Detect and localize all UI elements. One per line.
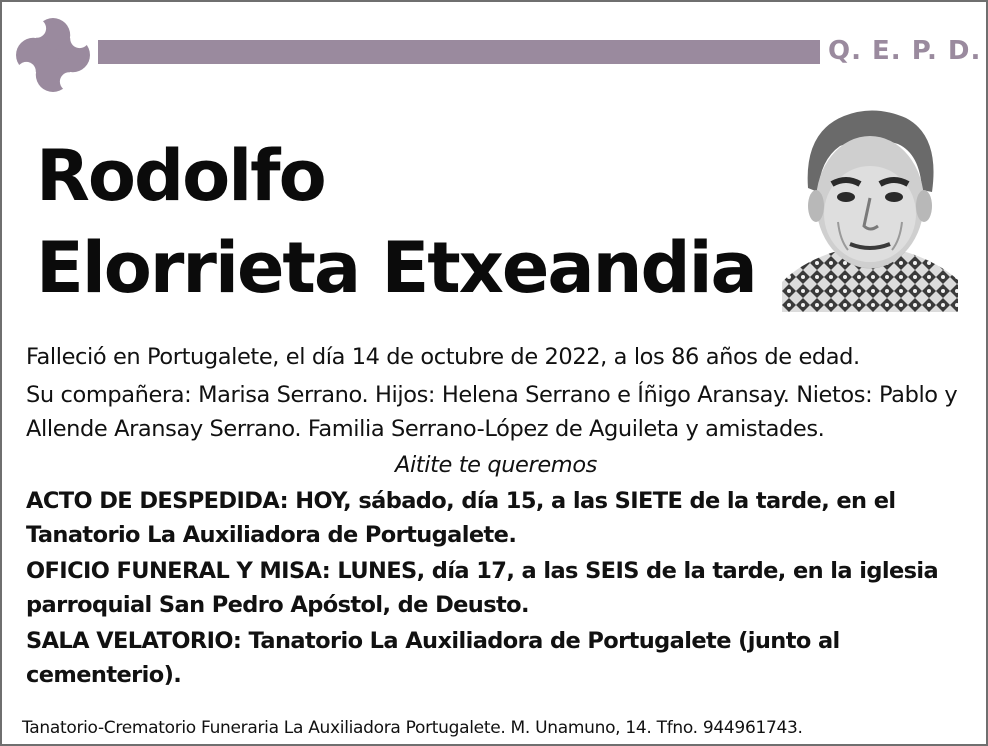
motto: Aitite te queremos — [394, 452, 598, 478]
farewell-act: ACTO DE DESPEDIDA: HOY, sábado, día 15, a las SIETE de la tarde, en el Tanatorio La Auxiliadora de Portugalete. — [26, 488, 896, 548]
header-bar — [98, 40, 820, 64]
notice-body — [26, 340, 966, 692]
surnames: Elorrieta Etxeandia — [36, 227, 756, 309]
portrait-photo — [782, 102, 958, 312]
qepd-label: Q. E. P. D. — [828, 36, 982, 66]
deceased-name — [36, 130, 756, 314]
funeral-home-footer: Tanatorio-Crematorio Funeraria La Auxiliadora Portugalete. M. Unamuno, 14. Tfno. 944961743. — [22, 718, 803, 738]
wake-room: SALA VELATORIO: Tanatorio La Auxiliadora de Portugalete (junto al cementerio). — [26, 628, 840, 688]
first-name: Rodolfo — [36, 135, 325, 217]
lauburu-icon — [10, 12, 96, 98]
family-list: Su compañera: Marisa Serrano. Hijos: Helena Serrano e Íñigo Aransay. Nietos: Pablo y Allende Aransay Serrano. Familia Serrano-López de Aguileta y amistades. — [26, 382, 958, 442]
death-notice: Falleció en Portugalete, el día 14 de octubre de 2022, a los 86 años de edad. — [26, 344, 860, 370]
funeral-mass: OFICIO FUNERAL Y MISA: LUNES, día 17, a las SEIS de la tarde, en la iglesia parroquial San Pedro Apóstol, de Deusto. — [26, 558, 939, 618]
